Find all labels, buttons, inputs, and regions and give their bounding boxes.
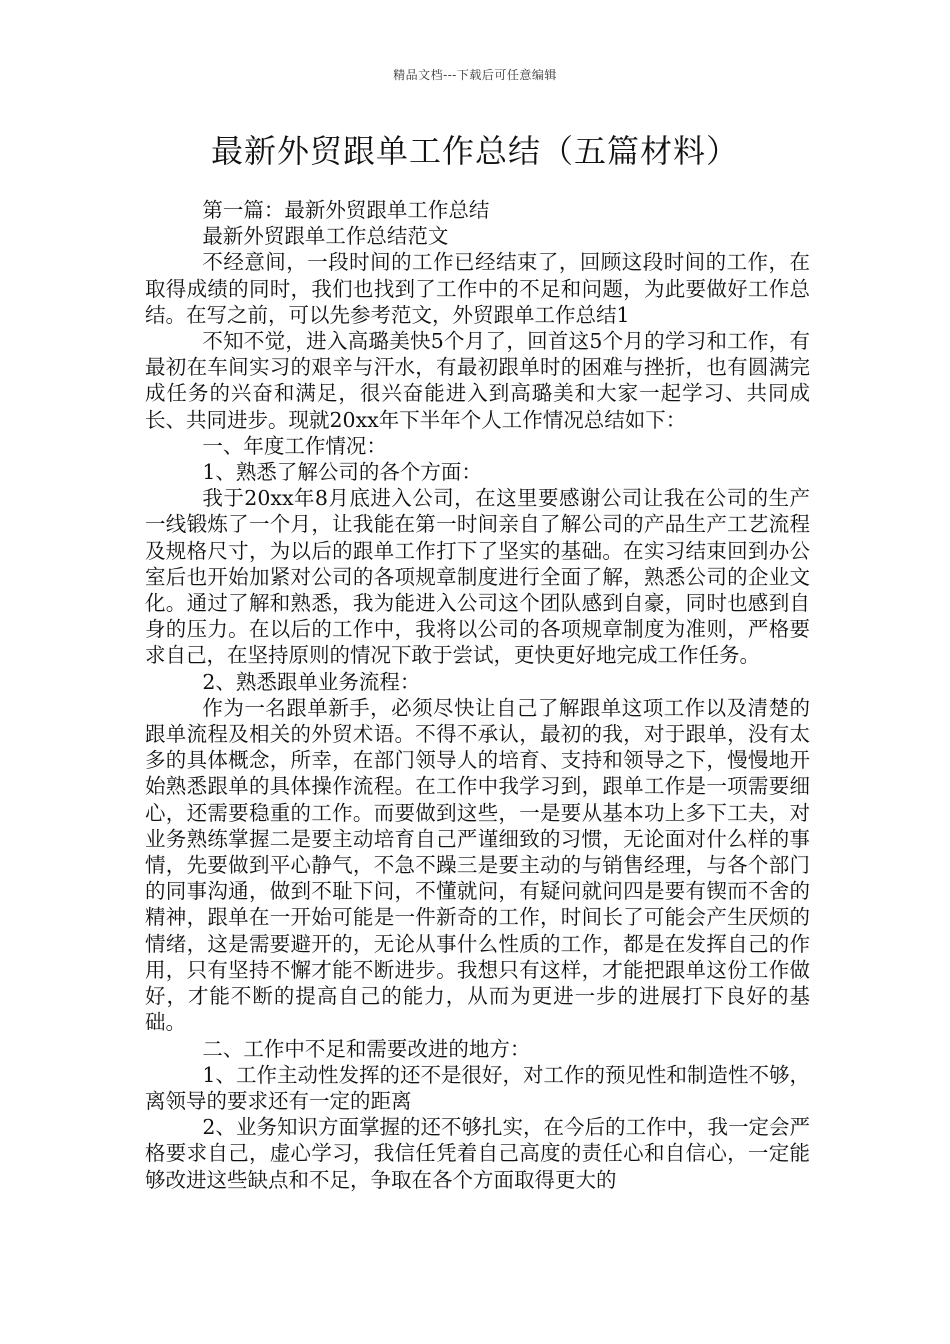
section-heading: 第一篇：最新外贸跟单工作总结	[202, 198, 490, 222]
document-body	[145, 197, 810, 1193]
paragraph: 我于20xx年8月底进入公司，在这里要感谢公司让我在公司的生产一线锻炼了一个月，让我能在第一时间亲自了解公司的产品生产工艺流程及规格尺寸，为以后的跟单工作打下了坚实的基础。在实习结束回到办公室后也开始加紧对公司的各项规章制度进行全面了解，熟悉公司的企业文化。通过了解和熟悉，我为能进入公司这个团队感到自豪，同时也感到自身的压力。在以后的工作中，我将以公司的各项规章制度为准则，严格要求自己，在坚持原则的情况下敢于尝试，更快更好地完成工作任务。	[145, 486, 810, 668]
paragraph: 作为一名跟单新手，必须尽快让自己了解跟单这项工作以及清楚的跟单流程及相关的外贸术语。不得不承认，最初的我，对于跟单，没有太多的具体概念，所幸，在部门领导人的培育、支持和领导之下，慢慢地开始熟悉跟单的具体操作流程。在工作中我学习到，跟单工作是一项需要细心，还需要稳重的工作。而要做到这些，一是要从基本功上多下工夫，对业务熟练掌握二是要主动培育自己严谨细致的习惯，无论面对什么样的事情，先要做到平心静气，不急不躁三是要主动的与销售经理，与各个部门的同事沟通，做到不耻下问，不懂就问，有疑问就问四是要有锲而不舍的精神，跟单在一开始可能是一件新奇的工作，时间长了可能会产生厌烦的情绪，这是需要避开的，无论从事什么性质的工作，都是在发挥自己的作用，只有坚持不懈才能不断进步。我想只有这样，才能把跟单这份工作做好，才能不断的提高自己的能力，从而为更进一步的进展打下良好的基础。	[145, 695, 810, 1035]
subheading: 最新外贸跟单工作总结范文	[202, 224, 449, 249]
paragraph: 不经意间，一段时间的工作已经结束了，回顾这段时间的工作，在取得成绩的同时，我们也找到了工作中的不足和问题，为此要做好工作总结。在写之前，可以先参考范文，外贸跟单工作总结1	[145, 250, 810, 327]
header-note: 精品文档---下载后可任意编辑	[393, 68, 557, 82]
paragraph: 不知不觉，进入高璐美快5个月了，回首这5个月的学习和工作，有最初在车间实习的艰辛与汗水，有最初跟单时的困难与挫折，也有圆满完成任务的兴奋和满足，很兴奋能进入到高璐美和大家一起学习、共同成长、共同进步。现就20xx年下半年个人工作情况总结如下：	[145, 329, 810, 432]
subsection-heading: 2、熟悉跟单业务流程：	[202, 669, 421, 694]
subsection-heading: 1、熟悉了解公司的各个方面：	[202, 460, 482, 485]
document-title: 最新外贸跟单工作总结（五篇材料）	[210, 132, 739, 170]
list-item: 1、工作主动性发挥的还不是很好，对工作的预见性和制造性不够，离领导的要求还有一定的距离	[145, 1062, 810, 1113]
section-heading: 一、年度工作情况：	[202, 433, 387, 458]
section-heading: 二、工作中不足和需要改进的地方：	[202, 1036, 531, 1061]
list-item: 2、业务知识方面掌握的还不够扎实，在今后的工作中，我一定会严格要求自己，虚心学习，我信任凭着自己高度的责任心和自信心，一定能够改进这些缺点和不足，争取在各个方面取得更大的	[145, 1115, 810, 1192]
